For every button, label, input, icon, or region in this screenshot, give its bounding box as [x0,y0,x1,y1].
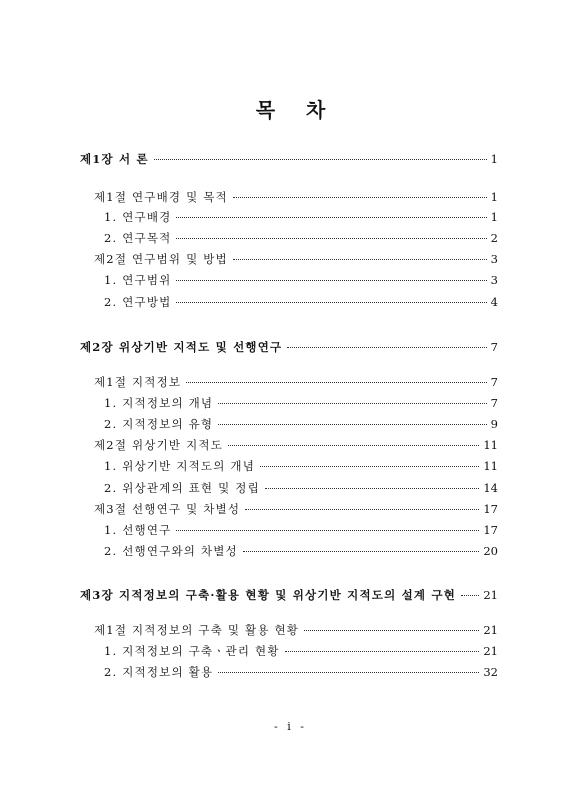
toc-entry-label: 2. 연구목적 [104,231,172,245]
toc-entry-page: 20 [483,544,498,558]
toc-leader-dots [233,259,487,260]
toc-section-entry[interactable] [94,187,498,207]
toc-entry-label: 제3절 선행연구 및 차별성 [94,502,241,516]
toc-entry-label: 1. 연구범위 [104,273,172,287]
toc-entry-page: 21 [483,623,498,637]
toc-entry-page: 3 [490,273,498,287]
toc-entry-label: 제2절 연구범위 및 방법 [94,252,228,266]
toc-entry-page: 7 [490,375,498,389]
toc-leader-dots [218,672,479,673]
toc-subsection-entry[interactable] [104,207,498,227]
toc-subsection-entry[interactable] [104,228,498,248]
toc-entry-label: 제2장 위상기반 지적도 및 선행연구 [80,340,283,354]
toc-leader-dots [218,424,486,425]
toc-entry-label: 제1장 서 론 [80,152,149,166]
toc-entry-page: 21 [483,644,498,658]
toc-leader-dots [265,488,479,489]
toc-leader-dots [176,217,486,218]
toc-leader-dots [260,466,479,467]
toc-section-entry[interactable] [94,499,498,519]
toc-subsection-entry[interactable] [104,456,498,476]
toc-leader-dots [154,159,487,160]
toc-entry-label: 제1절 지적정보의 구축 및 활용 현황 [94,623,300,637]
toc-leader-dots [304,630,479,631]
toc-entry-label: 제2절 위상기반 지적도 [94,438,224,452]
page-number: - i - [274,720,307,733]
toc-leader-dots [218,403,486,404]
toc-entry-page: 3 [490,252,498,266]
toc-entry-label: 제3장 지적정보의 구축·활용 현황 및 위상기반 지적도의 설계 구현 [80,588,457,602]
toc-section-entry[interactable] [94,620,498,640]
toc-entry-page: 9 [490,417,498,431]
toc-entry-page: 1 [490,152,498,166]
toc-chapter-entry[interactable] [80,585,498,605]
toc-entry-label: 1. 연구배경 [104,210,172,224]
toc-entry-label: 2. 위상관계의 표현 및 정립 [104,481,260,495]
toc-leader-dots [461,595,479,596]
toc-leader-dots [176,280,486,281]
toc-leader-dots [176,238,486,239]
toc-entry-page: 7 [490,396,498,410]
toc-entry-page: 14 [483,481,498,495]
toc-leader-dots [176,530,479,531]
toc-leader-dots [243,551,479,552]
toc-entry-page: 4 [490,295,498,309]
toc-entry-page: 11 [483,459,498,473]
toc-section-entry[interactable] [94,249,498,269]
toc-entry-label: 2. 지적정보의 유형 [104,417,214,431]
toc-chapter-entry[interactable] [80,149,498,169]
toc-leader-dots [176,302,486,303]
toc-entry-page: 7 [490,340,498,354]
toc-subsection-entry[interactable] [104,478,498,498]
toc-entry-page: 11 [483,438,498,452]
toc-entry-page: 2 [490,231,498,245]
toc-entry-label: 1. 지적정보의 개념 [104,396,214,410]
toc-leader-dots [228,445,479,446]
toc-entry-page: 21 [483,588,498,602]
toc-entry-label: 제1절 지적정보 [94,375,182,389]
toc-entry-label: 2. 연구방법 [104,295,172,309]
toc-section-entry[interactable] [94,372,498,392]
toc-entry-label: 제1절 연구배경 및 목적 [94,190,228,204]
toc-chapter-entry[interactable] [80,337,498,357]
toc-subsection-entry[interactable] [104,414,498,434]
toc-entry-page: 1 [490,210,498,224]
toc-subsection-entry[interactable] [104,270,498,290]
toc-leader-dots [285,651,480,652]
toc-entry-page: 32 [483,665,498,679]
toc-entry-label: 2. 지적정보의 활용 [104,665,214,679]
toc-entry-page: 17 [483,502,498,516]
toc-leader-dots [287,347,486,348]
toc-leader-dots [245,509,479,510]
toc-entry-page: 17 [483,523,498,537]
toc-subsection-entry[interactable] [104,641,498,661]
page-title: 목 차 [255,98,338,122]
toc-entry-label: 1. 선행연구 [104,523,172,537]
toc-subsection-entry[interactable] [104,292,498,312]
toc-entry-page: 1 [490,190,498,204]
toc-subsection-entry[interactable] [104,393,498,413]
toc-entry-label: 2. 선행연구와의 차별성 [104,544,238,558]
toc-subsection-entry[interactable] [104,662,498,682]
toc-section-entry[interactable] [94,435,498,455]
toc-entry-label: 1. 위상기반 지적도의 개념 [104,459,256,473]
toc-subsection-entry[interactable] [104,520,498,540]
toc-subsection-entry[interactable] [104,541,498,561]
toc-leader-dots [233,197,487,198]
toc-leader-dots [186,382,486,383]
toc-entry-label: 1. 지적정보의 구축ㆍ관리 현황 [104,644,280,658]
